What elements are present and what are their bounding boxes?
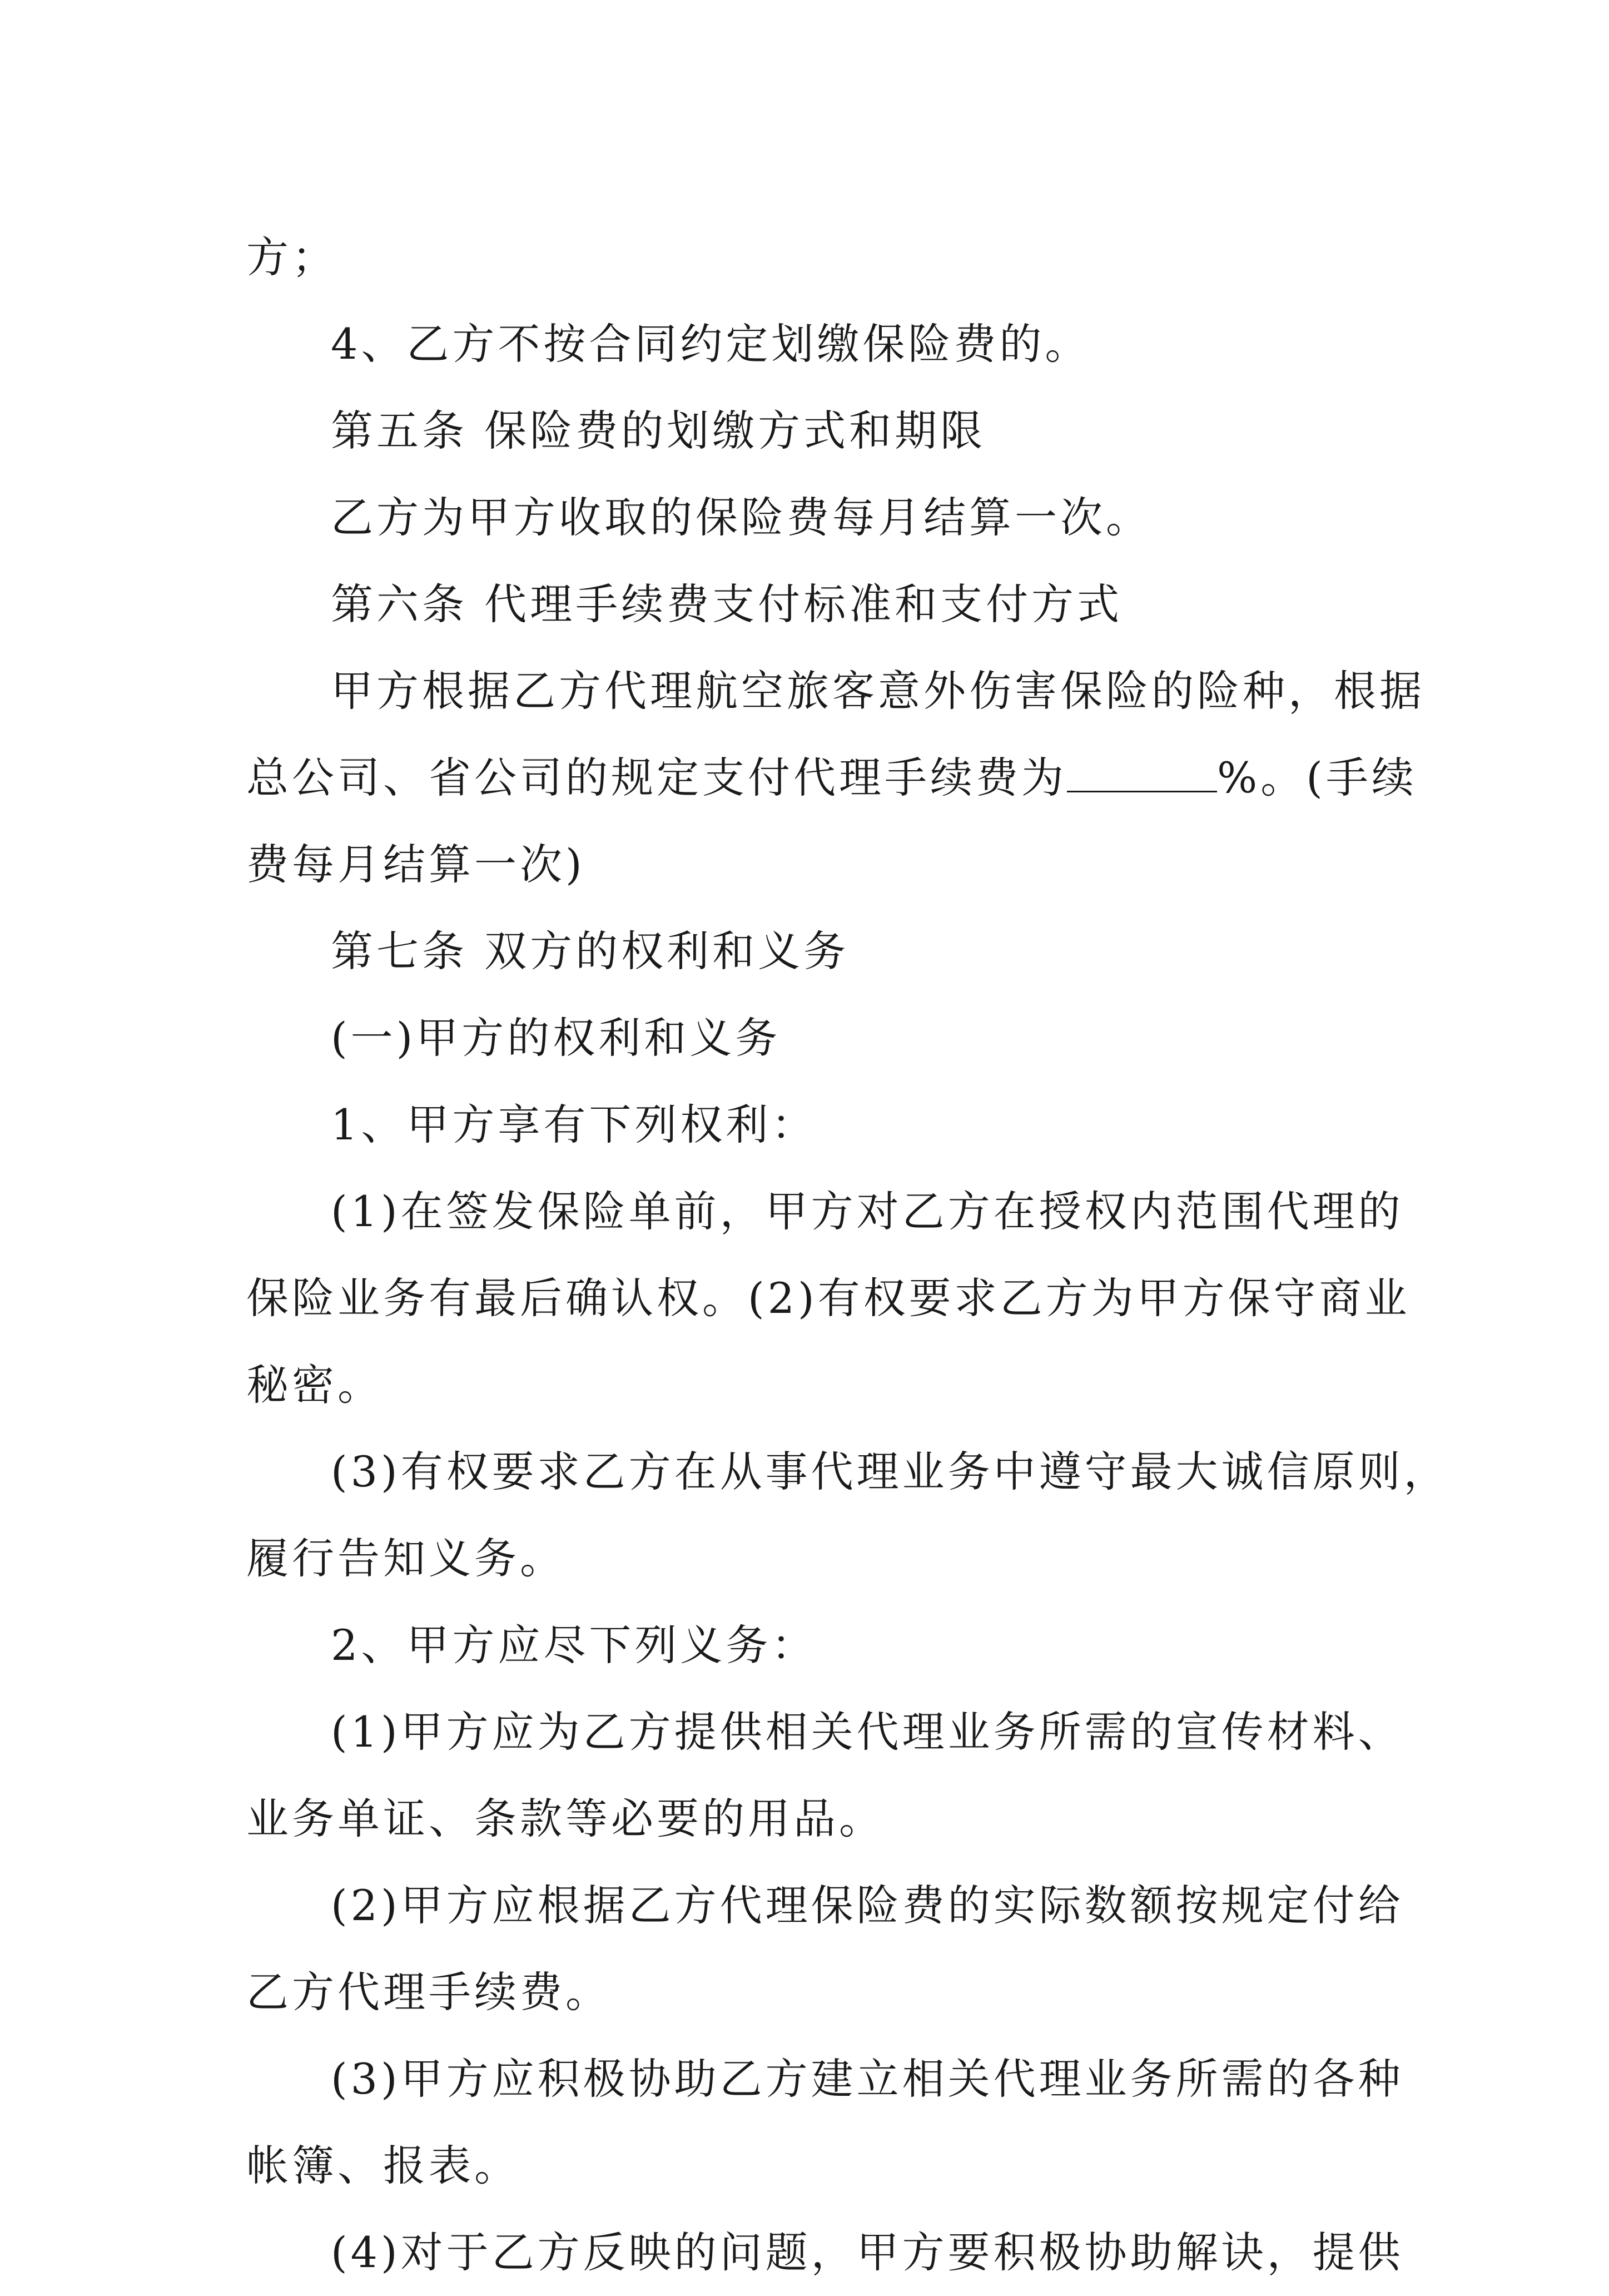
text-line: 甲方根据乙方代理航空旅客意外伤害保险的险种，根据: [331, 666, 1425, 716]
text-line: (4)对于乙方反映的问题，甲方要积极协助解诀，提供: [331, 2228, 1404, 2277]
text-line: 秘密。: [246, 1360, 383, 1410]
text-line: 方；: [246, 232, 337, 282]
text-line: 帐簿、报表。: [246, 2141, 520, 2190]
document-body: [246, 214, 1449, 2296]
text-segment: %。(手续: [1217, 753, 1417, 802]
text-line: 乙方为甲方收取的保险费每月结算一次。: [331, 493, 1151, 542]
text-segment: 总公司、省公司的规定支付代理手续费为: [246, 753, 1067, 802]
text-line: (2)甲方应根据乙方代理保险费的实际数额按规定付给: [331, 1881, 1404, 1930]
text-line: 履行告知义务。: [246, 1534, 565, 1583]
article-heading: 第五条 保险费的划缴方式和期限: [331, 406, 986, 455]
text-line: 4、乙方不按合同约定划缴保险费的。: [331, 319, 1091, 369]
text-line: 业务单证、条款等必要的用品。: [246, 1794, 885, 1843]
fill-in-blank: [1067, 747, 1217, 792]
text-line: 保险业务有最后确认权。(2)有权要求乙方为甲方保守商业: [246, 1273, 1411, 1323]
text-line: 乙方代理手续费。: [246, 1967, 611, 2017]
text-line: (3)甲方应积极协助乙方建立相关代理业务所需的各种: [331, 2054, 1404, 2104]
text-line: 费每月结算一次): [246, 840, 585, 889]
text-line: 2、甲方应尽下列义务：: [331, 1620, 817, 1670]
text-line: (1)甲方应为乙方提供相关代理业务所需的宣传材料、: [331, 1707, 1404, 1757]
article-heading: 第六条 代理手续费支付标准和支付方式: [331, 579, 1123, 629]
text-line: 1、甲方享有下列权利：: [331, 1100, 817, 1149]
text-line: [246, 735, 1417, 821]
text-line: (1)在签发保险单前，甲方对乙方在授权内范围代理的: [331, 1187, 1404, 1236]
section-heading: (一)甲方的权利和义务: [331, 1013, 781, 1063]
text-line: (3)有权要求乙方在从事代理业务中遵守最大诚信原则，: [331, 1447, 1449, 1496]
article-heading: 第七条 双方的权利和义务: [331, 926, 850, 976]
